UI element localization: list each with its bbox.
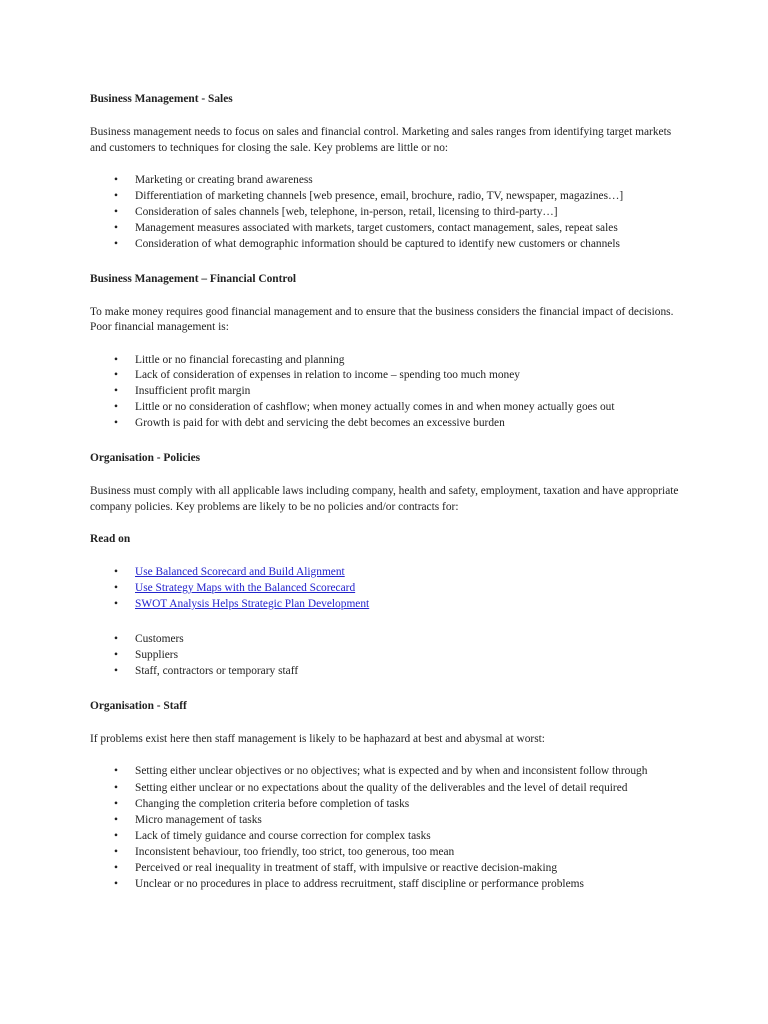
list-item: • Perceived or real inequality in treatment of staff, with impulsive or reactive decision-making (90, 861, 680, 877)
bullet-icon: • (114, 861, 118, 874)
list-item: • Setting either unclear or no expectations about the quality of the deliverables and the level of detail required (114, 781, 628, 794)
link-strategy-maps[interactable]: Use Strategy Maps with the Balanced Scorecard (135, 581, 356, 594)
list-item (90, 565, 680, 581)
bullet-icon: • (114, 829, 118, 842)
bullet-icon: • (114, 221, 118, 234)
list-item: • Little or no consideration of cashflow; when money actually comes in and when money actually goes out (90, 400, 680, 416)
link-balanced-scorecard[interactable]: Use Balanced Scorecard and Build Alignment (135, 566, 345, 579)
paragraph-financial-intro: To make money requires good financial management and to ensure that the business considers the financial impact of decisions. Poor financial management is: (90, 305, 674, 334)
bullet-icon: • (114, 648, 118, 661)
bullet-icon: • (114, 845, 118, 858)
bullet-icon: • (114, 369, 118, 382)
list-sales-problems (90, 173, 680, 253)
bullet-icon: • (114, 765, 118, 777)
bullet-icon: • (114, 798, 118, 810)
bullet-icon: • (114, 664, 118, 677)
bullet-icon: • (114, 781, 118, 794)
list-item: • Staff, contractors or temporary staff (90, 664, 680, 680)
heading-sales: Business Management - Sales (90, 93, 233, 105)
bullet-icon: • (114, 401, 118, 414)
heading-staff: Organisation - Staff (90, 699, 187, 712)
list-item: • Lack of consideration of expenses in relation to income – spending too much money (90, 368, 680, 384)
list-item: • Inconsistent behaviour, too friendly, too strict, too generous, too mean (90, 845, 680, 861)
bullet-icon: • (114, 174, 118, 186)
bullet-icon: • (114, 417, 118, 430)
list-financial-problems (90, 353, 680, 433)
bullet-icon: • (114, 385, 118, 398)
bullet-icon: • (114, 237, 118, 250)
bullet-icon: • (114, 632, 118, 645)
bullet-icon: • (114, 189, 118, 202)
list-item: • Insufficient profit margin (90, 384, 680, 400)
heading-financial-control: Business Management – Financial Control (90, 272, 297, 285)
list-item (90, 597, 680, 613)
list-item: • Unclear or no procedures in place to address recruitment, staff discipline or performance problems (90, 877, 680, 893)
paragraph-staff-intro: If problems exist here then staff management is likely to be haphazard at best and abysmal at worst: (90, 732, 545, 745)
list-item: • Customers (90, 632, 680, 648)
list-item: • Lack of timely guidance and course correction for complex tasks (90, 829, 680, 845)
list-item: • Setting either unclear objectives or no objectives; what is expected and by when and inconsistent follow through (114, 765, 648, 777)
paragraph-policies-intro: Business must comply with all applicable laws including company, health and safety, employment, taxation and have appropriate company policies. Key problems are likely to be no policies and/or contracts for: (90, 485, 679, 513)
list-item: • Growth is paid for with debt and servicing the debt becomes an excessive burden (90, 416, 680, 432)
list-item (90, 581, 680, 597)
list-item: • Consideration of what demographic information should be captured to identify new customers or channels (90, 237, 680, 253)
document-page (90, 92, 680, 892)
list-policy-contracts (90, 632, 680, 680)
list-item: • Marketing or creating brand awareness (90, 173, 680, 189)
heading-read-on: Read on (90, 533, 131, 546)
bullet-icon: • (114, 581, 118, 594)
list-item: • Changing the completion criteria before completion of tasks (90, 797, 680, 813)
bullet-icon: • (114, 205, 118, 218)
paragraph-sales-intro: Business management needs to focus on sales and financial control. Marketing and sales ranges from identifying target markets and customers to techniques for closing the sale. Key problems are little or no: (90, 126, 672, 154)
list-item: • Suppliers (90, 648, 680, 664)
list-item: • Differentiation of marketing channels [web presence, email, brochure, radio, TV, newspaper, magazines…] (90, 189, 680, 205)
heading-policies: Organisation - Policies (90, 452, 201, 465)
list-item: • Consideration of sales channels [web, telephone, in-person, retail, licensing to third-party…] (90, 205, 680, 221)
bullet-icon: • (114, 566, 118, 579)
list-staff-problems (90, 764, 680, 892)
list-read-on-links (90, 565, 680, 613)
list-item: • Management measures associated with markets, target customers, contact management, sales, repeat sales (90, 221, 680, 237)
bullet-icon: • (114, 813, 118, 826)
bullet-icon: • (114, 353, 118, 366)
link-swot-analysis[interactable]: SWOT Analysis Helps Strategic Plan Development (135, 597, 370, 610)
bullet-icon: • (114, 597, 118, 610)
list-item: • Little or no financial forecasting and planning (90, 353, 680, 369)
bullet-icon: • (114, 877, 118, 890)
list-item: • Micro management of tasks (90, 813, 680, 829)
